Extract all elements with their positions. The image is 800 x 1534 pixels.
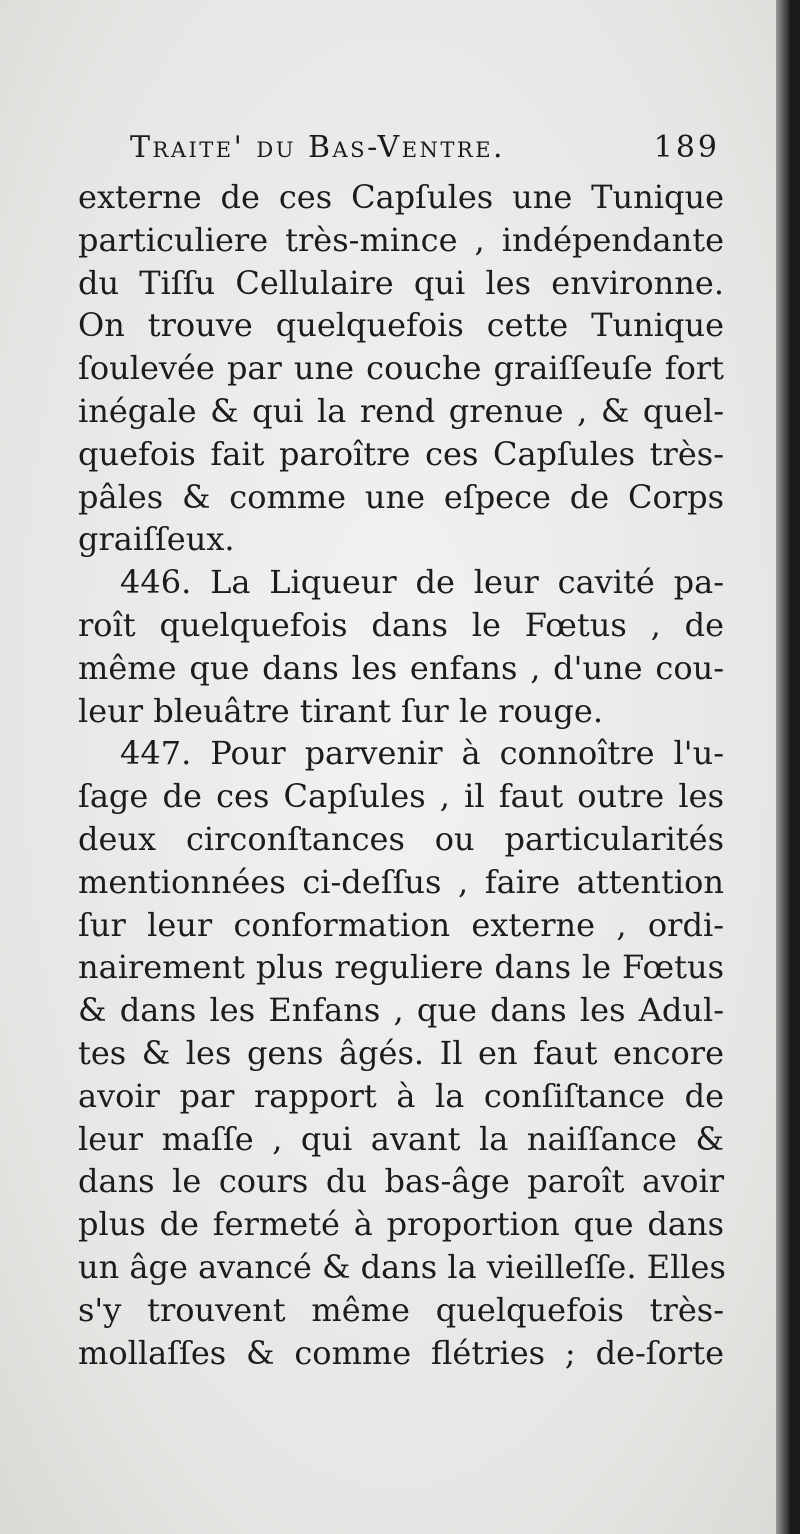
text-line: quefois fait paroître ces Capſules très- (78, 434, 724, 473)
text-line: ſage de ces Capſules , il faut outre les (78, 777, 724, 816)
body-text (78, 176, 724, 1374)
text-line: dans le cours du bas-âge paroît avoir (78, 1162, 724, 1201)
text-line: s'y trouvent même quelquefois très- (78, 1290, 724, 1329)
text-line: un âge avancé & dans la vieilleſſe. Elles (78, 1247, 726, 1286)
text-line: plus de fermeté à proportion que dans (78, 1205, 724, 1244)
text-line: mollaſſes & comme flétries ; de-ſorte (78, 1333, 724, 1372)
text-line: mentionnées ci-deſſus , faire attention (78, 862, 724, 901)
text-line: nairement plus reguliere dans le Fœtus (78, 948, 724, 987)
text-line: avoir par rapport à la conſiſtance de (78, 1076, 724, 1115)
paragraph-447-start: 447. Pour parvenir à connoître l'u- (120, 734, 724, 773)
text-line: du Tiſſu Cellulaire qui les environne. (78, 263, 724, 302)
page-number: 189 (653, 130, 720, 165)
text-line: leur maſſe , qui avant la naiſſance & (78, 1119, 724, 1158)
page-edge-shadow (776, 0, 790, 1534)
text-line: pâles & comme une eſpece de Corps (78, 477, 724, 516)
text-line: inégale & qui la rend grenue , & quel- (78, 391, 724, 430)
text-line: deux circonſtances ou particularités (78, 819, 724, 858)
text-line: externe de ces Capſules une Tunique (78, 178, 724, 216)
text-line: leur bleuâtre tirant ſur le rouge. (78, 691, 603, 730)
text-line: ſur leur conformation externe , ordi- (78, 905, 724, 944)
text-line: particuliere très-mince , indépendante (78, 220, 724, 259)
text-line: même que dans les enfans , d'une cou- (78, 648, 724, 687)
paragraph-446-start: 446. La Liqueur de leur cavité pa- (120, 563, 724, 602)
text-line: & dans les Enfans , que dans les Adul- (78, 991, 724, 1030)
text-line: graiſſeux. (78, 520, 235, 559)
running-title: Traite' du Bas-Ventre. (130, 130, 506, 165)
text-line: ſoulevée par une couche graiſſeuſe fort (78, 349, 724, 388)
text-line: roît quelquefois dans le Fœtus , de (78, 605, 724, 644)
page-header (78, 130, 720, 176)
text-line: tes & les gens âgés. Il en faut encore (78, 1033, 724, 1072)
text-line: On trouve quelquefois cette Tunique (78, 306, 724, 345)
